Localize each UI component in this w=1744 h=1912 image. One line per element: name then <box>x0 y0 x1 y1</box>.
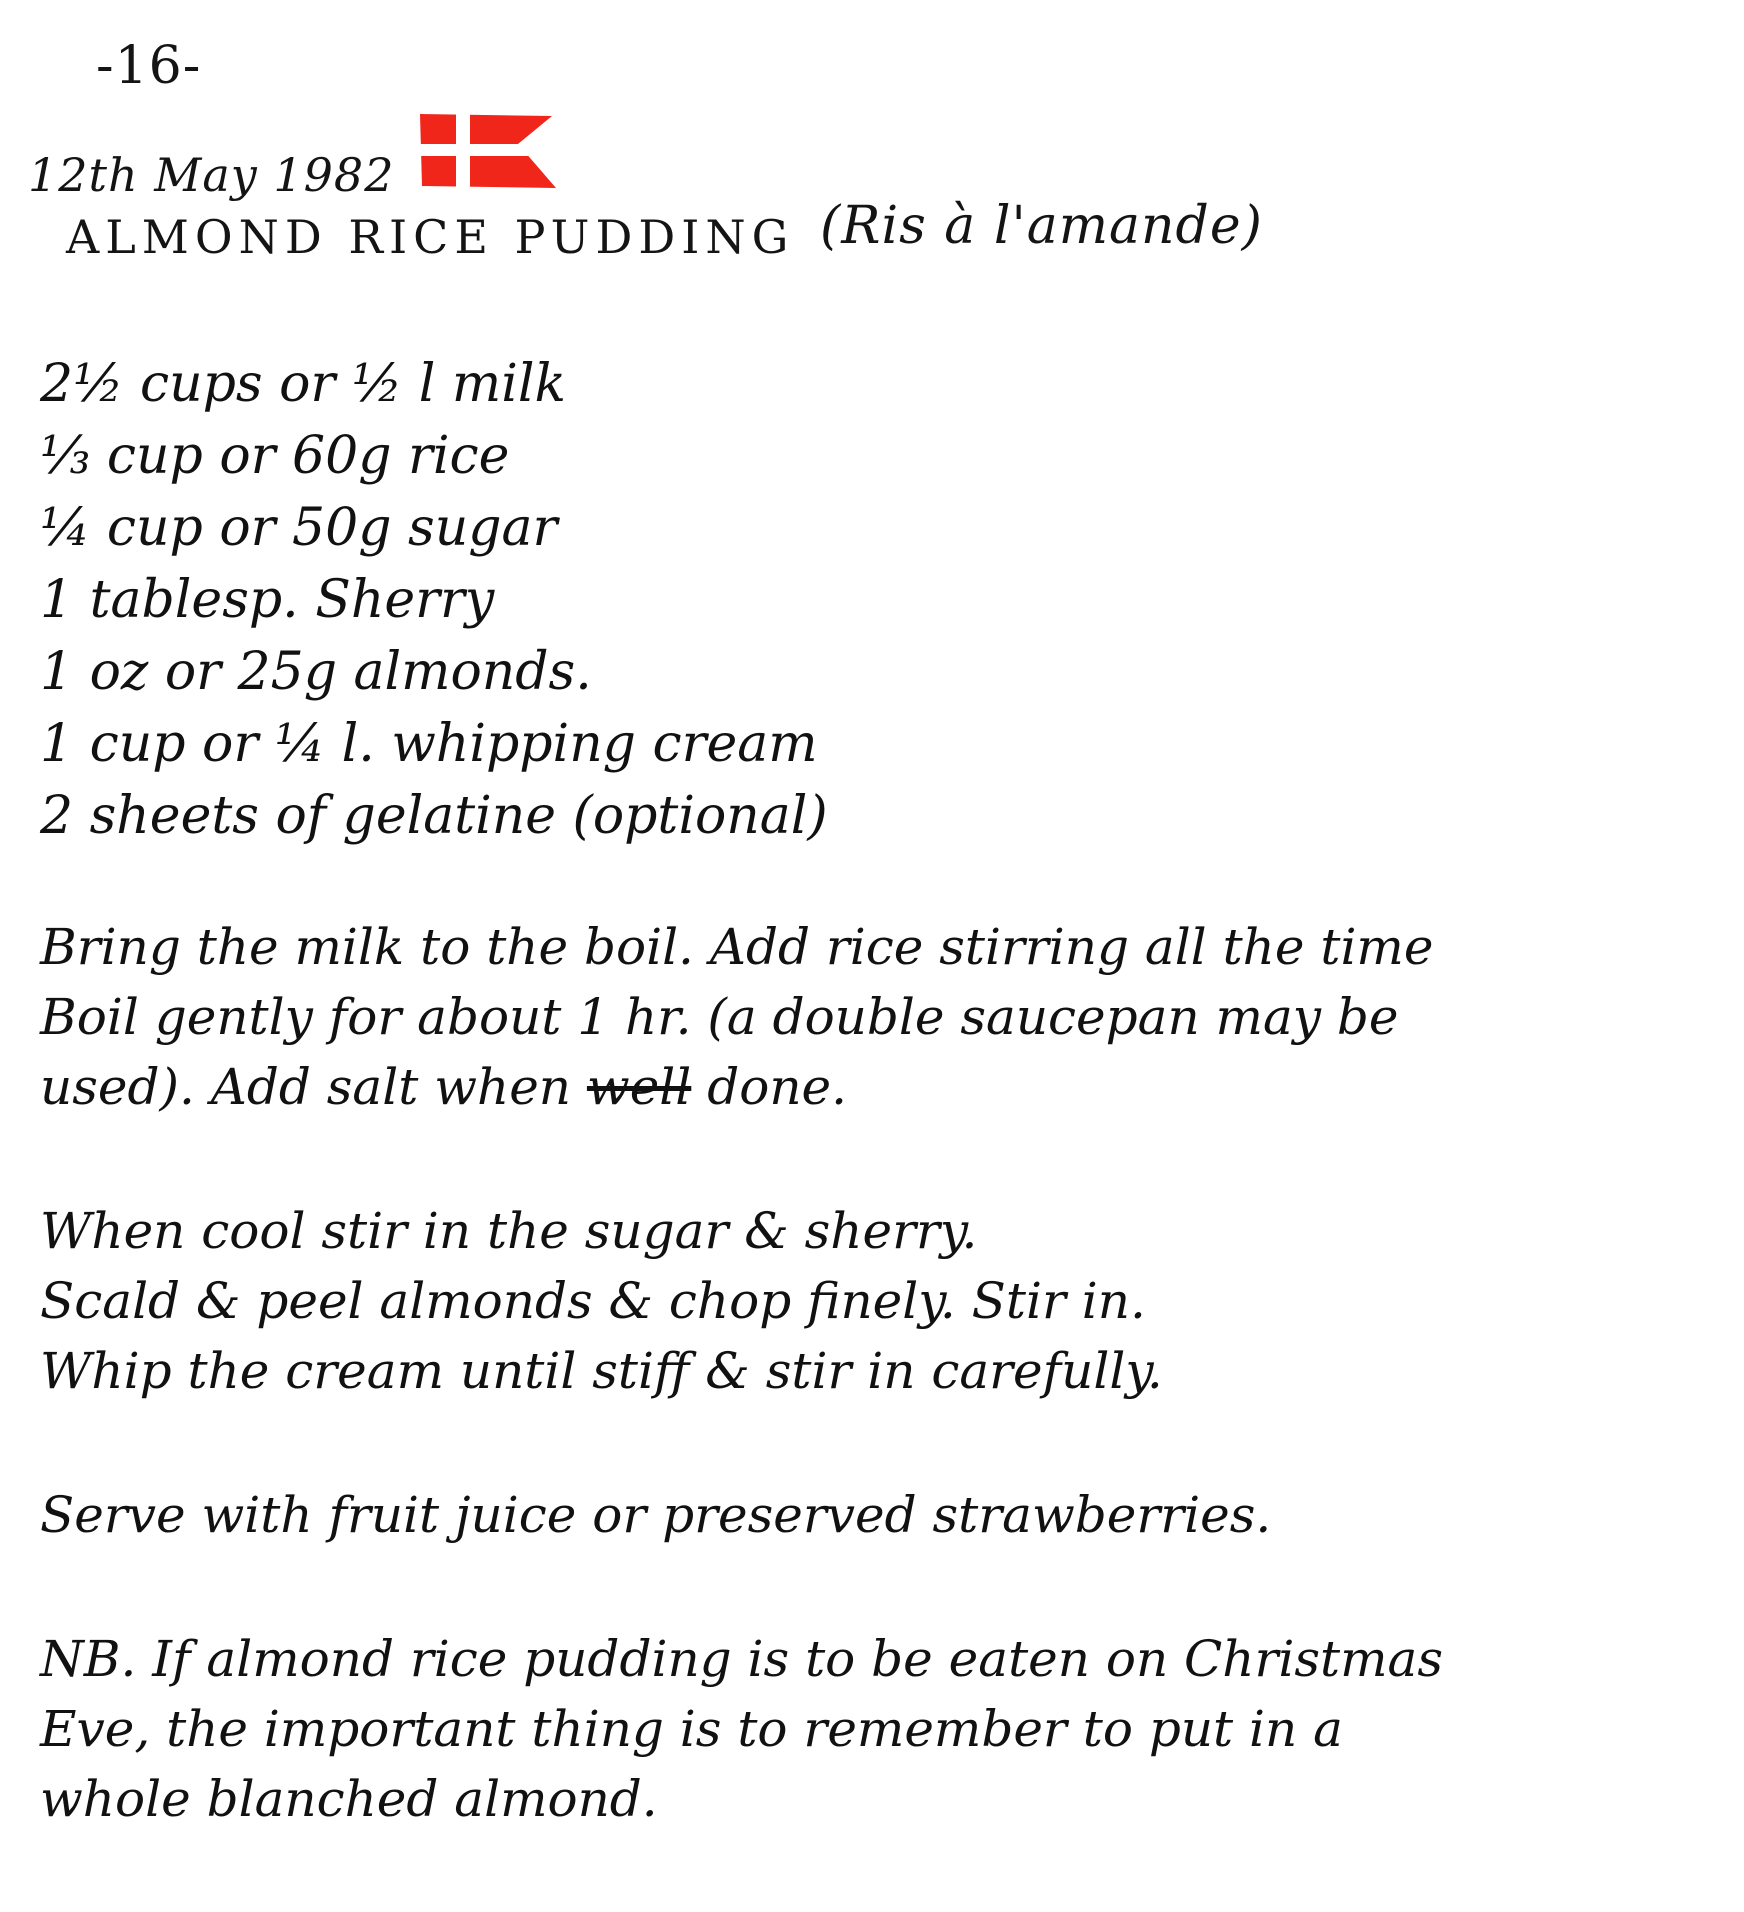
method-line <box>40 1052 1433 1122</box>
recipe-title: ALMOND RICE PUDDING <box>66 210 795 264</box>
ingredient-line: ⅓ cup or 60g rice <box>40 426 510 486</box>
recipe-date: 12th May 1982 <box>28 148 395 202</box>
method-text: done. <box>707 1058 847 1116</box>
recipe-subtitle: (Ris à l'amande) <box>820 196 1263 256</box>
ingredient-list <box>40 348 828 852</box>
note-line: whole blanched almond. <box>40 1770 658 1828</box>
method-paragraph <box>40 1196 1163 1406</box>
method-line: Whip the cream until stiff & stir in carefully. <box>40 1342 1163 1400</box>
ingredient-line: 2½ cups or ½ l milk <box>40 354 566 414</box>
method-line: Boil gently for about 1 hr. (a double saucepan may be <box>40 988 1399 1046</box>
note-line: NB. If almond rice pudding is to be eaten on Christmas <box>40 1630 1444 1688</box>
struck-word: well <box>586 1058 692 1116</box>
page-number: -16- <box>96 36 202 96</box>
method-paragraph <box>40 912 1433 1122</box>
method-line: When cool stir in the sugar & sherry. <box>40 1202 978 1260</box>
note-paragraph <box>40 1624 1443 1834</box>
ingredient-line: ¼ cup or 50g sugar <box>40 498 558 558</box>
method-line: Scald & peel almonds & chop finely. Stir in. <box>40 1272 1146 1330</box>
serving-line: Serve with fruit juice or preserved strawberries. <box>40 1486 1272 1544</box>
note-line: Eve, the important thing is to remember to put in a <box>40 1700 1343 1758</box>
serving-paragraph <box>40 1480 1271 1550</box>
danish-flag-icon <box>418 110 558 190</box>
method-line: Bring the milk to the boil. Add rice stirring all the time <box>40 918 1434 976</box>
method-text: used). Add salt when <box>40 1058 572 1116</box>
ingredient-line: 2 sheets of gelatine (optional) <box>40 786 828 846</box>
ingredient-line: 1 cup or ¼ l. whipping cream <box>40 714 818 774</box>
ingredient-line: 1 oz or 25g almonds. <box>40 642 592 702</box>
ingredient-line: 1 tablesp. Sherry <box>40 570 495 630</box>
